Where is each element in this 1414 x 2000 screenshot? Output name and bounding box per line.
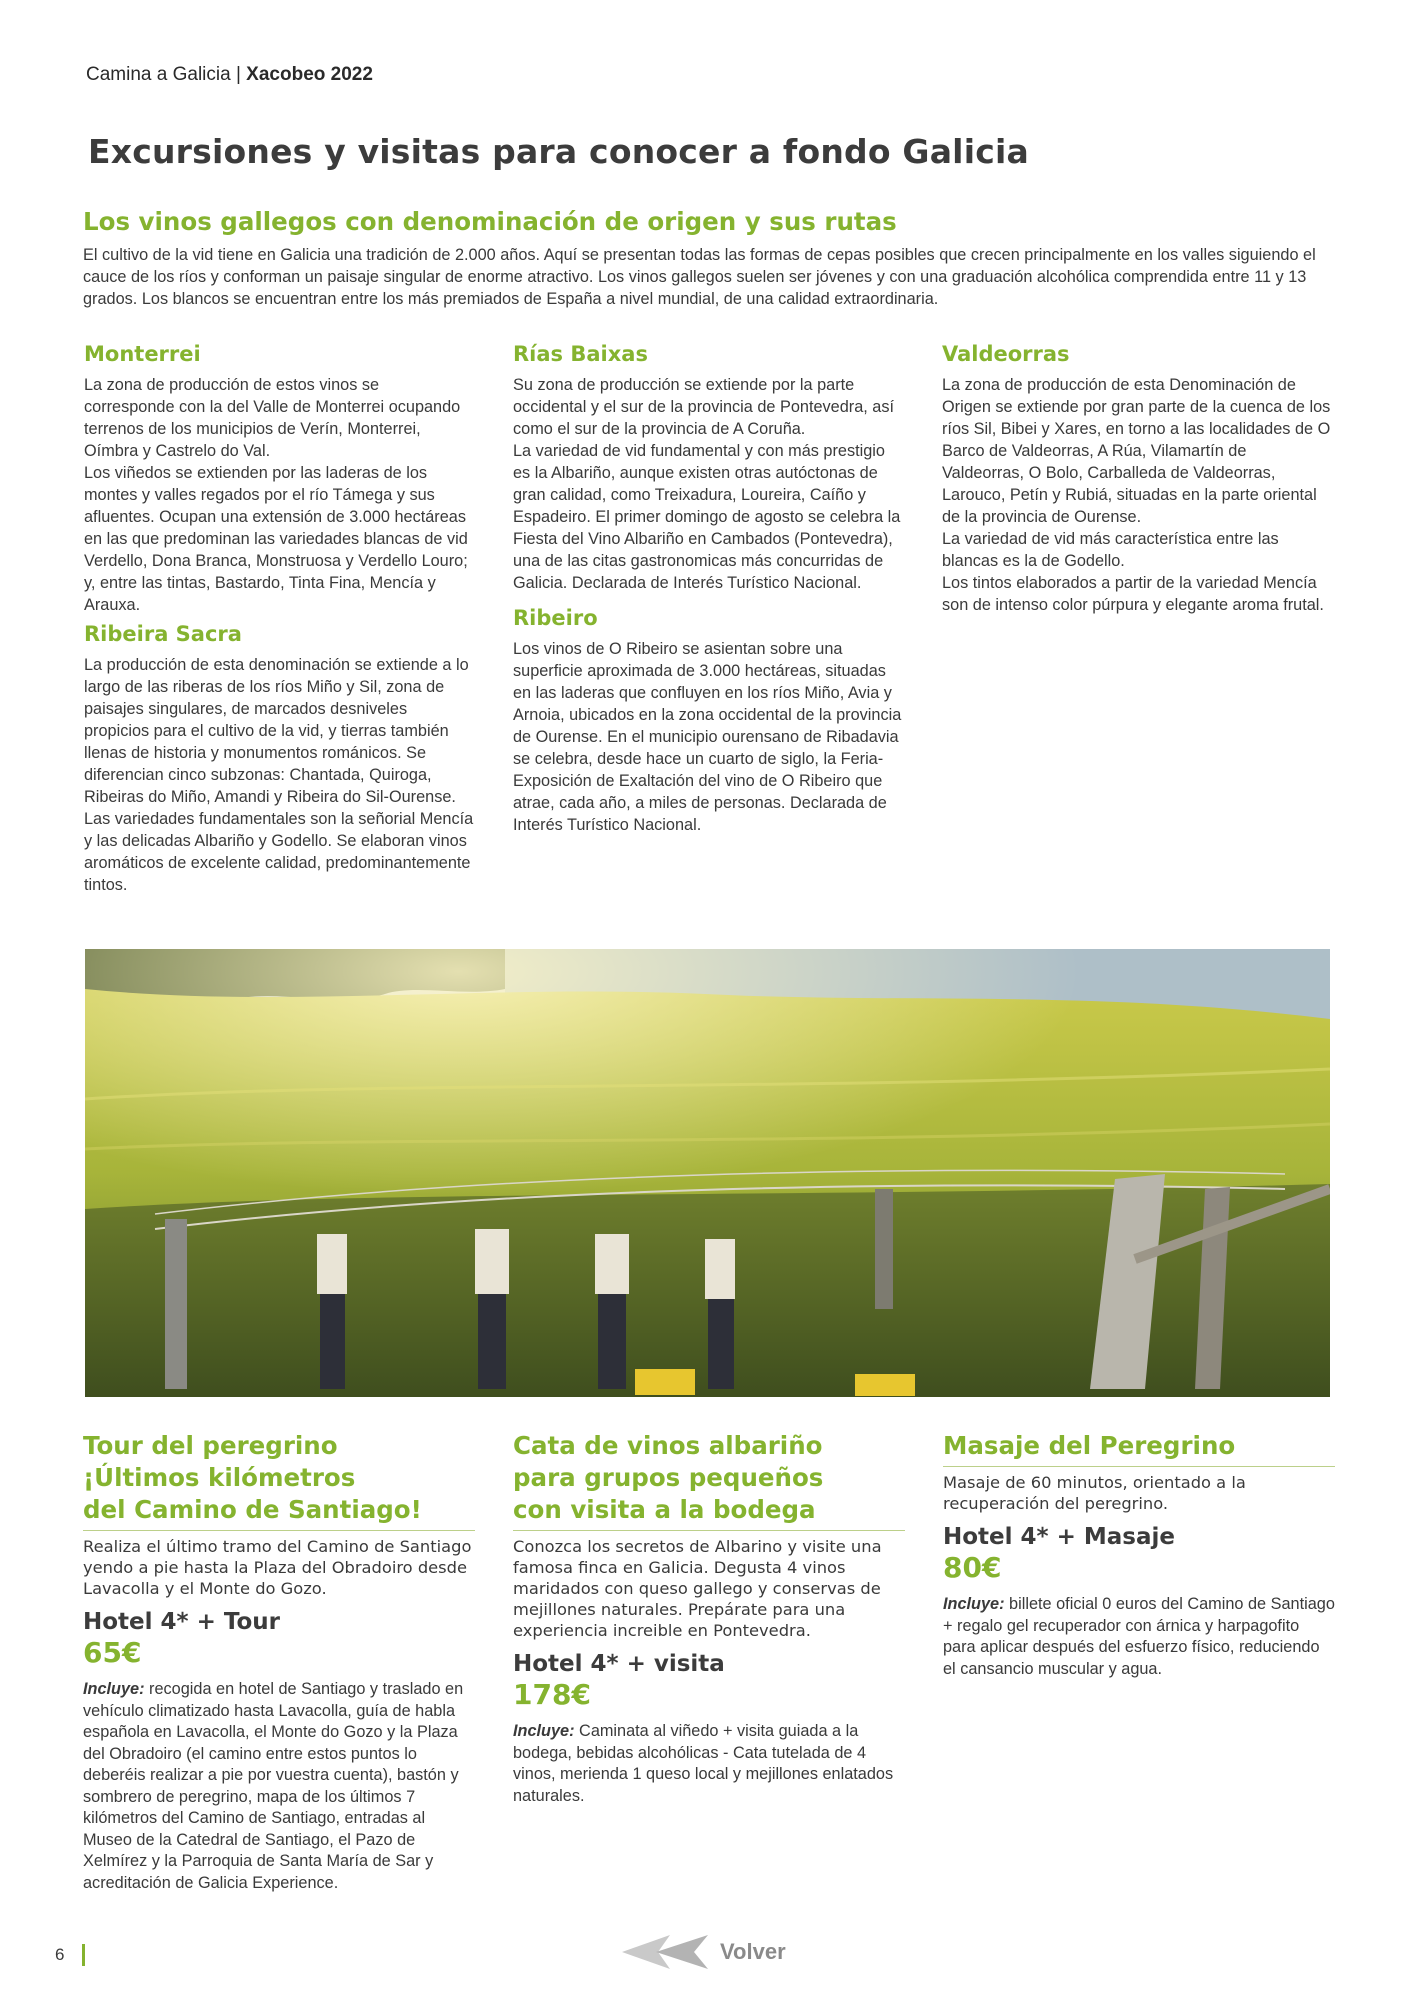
region-text-ribeiro: Los vinos de O Ribeiro se asientan sobre una superficie aproximada de 3.000 hectáreas, situadas en las laderas que confluyen en los ríos Miño, Avia y Arnoia, ubicados en la zona occidental de la provincia de Ourense. En el municipio ourensano de Ribadavia se celebra, desde hace un cuarto de siglo, la Feria-Exposición de Exaltación del vino de O Ribeiro que atrae, cada año, a miles de personas. Declarada de Interés Turístico Nacional. (513, 640, 902, 834)
brand-edition: Xacobeo 2022 (246, 64, 373, 85)
offer-cata-title (513, 1430, 905, 1526)
region-title-rias-baixas: Rías Baixas (513, 342, 648, 366)
column-left (84, 340, 474, 896)
column-right (942, 340, 1332, 616)
region-text-valdeorras-1: La zona de producción de esta Denominación de Origen se extiende por gran parte de la cuenca de los ríos Sil, Bibei y Xares, en torno a las localidades de O Barco de Valdeorras, A Rúa, Vilamartín de Valdeorras, O Bolo, Carballeda de Valdeorras, Larouco, Petín y Rubiá, situadas en la parte oriental de la provincia de Ourense. (942, 376, 1331, 526)
region-text-monterrei-1: La zona de producción de estos vinos se corresponde con la del Valle de Monterrei ocupando terrenos de los municipios de Verín, Monterrei, Oímbra y Castrelo do Val. (84, 376, 461, 460)
offer-cata-price: 178€ (513, 1678, 591, 1711)
offer-masaje-includes (943, 1594, 1335, 1680)
offer-cata-title-line1: Cata de vinos albariño (513, 1431, 823, 1460)
section-title: Los vinos gallegos con denominación de origen y sus rutas (83, 207, 897, 236)
offer-tour-divider (83, 1530, 475, 1531)
offer-tour-title-line1: Tour del peregrino (83, 1431, 338, 1460)
includes-label: Incluye: (943, 1595, 1005, 1613)
page-number: 6 (55, 1945, 65, 1964)
back-label: Volver (720, 1939, 786, 1964)
footer-accent-bar (82, 1944, 85, 1966)
offer-tour-peregrino (83, 1430, 475, 1894)
offer-cata-title-line2: para grupos pequeños (513, 1463, 824, 1492)
double-chevron-left-icon (620, 1932, 712, 1972)
brand-name: Camina a Galicia (86, 64, 231, 85)
offer-tour-includes (83, 1679, 475, 1894)
offer-cata-includes-text: Caminata al viñedo + visita guiada a la bodega, bebidas alcohólicas - Cata tutelada de 4 vinos, merienda 1 queso local y mejillones enlatados naturales. (513, 1722, 894, 1805)
page-title: Excursiones y visitas para conocer a fondo Galicia (88, 132, 1029, 171)
offer-masaje-description: Masaje de 60 minutos, orientado a la recuperación del peregrino. (943, 1473, 1246, 1513)
region-title-ribeiro: Ribeiro (513, 606, 598, 630)
back-button[interactable] (620, 1930, 786, 1974)
region-title-ribeira-sacra: Ribeira Sacra (84, 622, 242, 646)
brand-header (86, 64, 373, 86)
offer-masaje-includes-text: billete oficial 0 euros del Camino de Santiago + regalo gel recuperador con árnica y harpagofito para aplicar después del esfuerzo físico, reduciendo el cansancio muscular y agua. (943, 1595, 1335, 1678)
offer-tour-description: Realiza el último tramo del Camino de Santiago yendo a pie hasta la Plaza del Obradoiro desde Lavacolla y el Monte do Gozo. (83, 1537, 472, 1598)
section-intro: El cultivo de la vid tiene en Galicia una tradición de 2.000 años. Aquí se presentan todas las formas de cepas posibles que crecen principalmente en los valles siguiendo el cauce de los ríos y conforman un paisaje singular de enorme atractivo. Los vinos gallegos suelen ser jóvenes y con una graduación alcohólica comprendida entre 11 y 13 grados. Los blancos se encuentran entre los más premiados de España a nivel mundial, de una calidad extraordinaria. (83, 246, 1316, 308)
offer-masaje (943, 1430, 1335, 1680)
offer-cata-includes (513, 1721, 905, 1807)
offer-tour-title-line2: ¡Últimos kilómetros (83, 1463, 356, 1492)
column-middle (513, 340, 903, 836)
vineyard-illustration (85, 949, 1330, 1397)
offer-cata-description: Conozca los secretos de Albarino y visite una famosa finca en Galicia. Degusta 4 vinos maridados con queso gallego y conservas de mejillones naturales. Prepárate para una experiencia increible en Pontevedra. (513, 1537, 882, 1640)
offer-masaje-divider (943, 1466, 1335, 1467)
region-text-monterrei-2: Los viñedos se extienden por las laderas de los montes y valles regados por el río Támega y sus afluentes. Ocupan una extensión de 3.000 hectáreas en las que predominan las variedades blancas de vid Verdello, Dona Branca, Monstruosa y Verdello Louro; y, entre las tintas, Bastardo, Tinta Fina, Mencía y Arauxa. (84, 464, 468, 614)
region-title-valdeorras: Valdeorras (942, 342, 1070, 366)
includes-label: Incluye: (83, 1680, 145, 1698)
region-text-valdeorras-3: Los tintos elaborados a partir de la variedad Mencía son de intenso color púrpura y elegante aroma frutal. (942, 574, 1324, 614)
brand-separator: | (230, 64, 247, 85)
offer-tour-package: Hotel 4* + Tour (83, 1609, 281, 1635)
offer-masaje-price: 80€ (943, 1551, 1002, 1584)
offer-cata-divider (513, 1530, 905, 1531)
region-text-rias-baixas-1: Su zona de producción se extiende por la parte occidental y el sur de la provincia de Pontevedra, así como el sur de la provincia de A Coruña. (513, 376, 895, 438)
region-title-monterrei: Monterrei (84, 342, 201, 366)
offer-cata-title-line3: con visita a la bodega (513, 1495, 816, 1524)
offer-cata-albarino (513, 1430, 905, 1807)
offer-cata-package: Hotel 4* + visita (513, 1651, 725, 1677)
offer-tour-includes-text: recogida en hotel de Santiago y traslado en vehículo climatizado hasta Lavacolla, guía de habla española en Lavacolla, el Monte do Gozo y la Plaza del Obradoiro (el camino entre estos puntos lo deberéis realizar a pie por vuestra cuenta), bastón y sombrero de peregrino, mapa de los últimos 7 kilómetros del Camino de Santiago, entradas al Museo de la Catedral de Santiago, el Pazo de Xelmírez y la Parroquia de Santa María de Sar y acreditación de Galicia Experience. (83, 1680, 464, 1892)
region-text-ribeira-sacra: La producción de esta denominación se extiende a lo largo de las riberas de los ríos Miño y Sil, zona de paisajes singulares, de marcados desniveles propicios para el cultivo de la vid, y tierras también llenas de historia y monumentos románicos. Se diferencian cinco subzonas: Chantada, Quiroga, Ribeiras do Miño, Amandi y Ribeira do Sil-Ourense. Las variedades fundamentales son la señorial Mencía y las delicadas Albariño y Godello. Se elaboran vinos aromáticos de excelente calidad, predominantemente tintos. (84, 656, 474, 894)
offer-masaje-package: Hotel 4* + Masaje (943, 1524, 1175, 1550)
region-text-valdeorras-2: La variedad de vid más característica entre las blancas es la de Godello. (942, 530, 1279, 570)
region-text-rias-baixas-2: La variedad de vid fundamental y con más prestigio es la Albariño, aunque existen otras autóctonas de gran calidad, como Treixadura, Loureira, Caíño y Espadeiro. El primer domingo de agosto se celebra la Fiesta del Vino Albariño en Cambados (Pontevedra), una de las citas gastronomicas más concurridas de Galicia. Declarada de Interés Turístico Nacional. (513, 442, 901, 592)
offer-tour-title (83, 1430, 475, 1526)
offer-masaje-title-line1: Masaje del Peregrino (943, 1431, 1236, 1460)
offer-tour-title-line3: del Camino de Santiago! (83, 1495, 422, 1524)
vineyard-photo (85, 949, 1330, 1397)
offer-tour-price: 65€ (83, 1636, 142, 1669)
offer-masaje-title (943, 1430, 1335, 1462)
includes-label: Incluye: (513, 1722, 575, 1740)
